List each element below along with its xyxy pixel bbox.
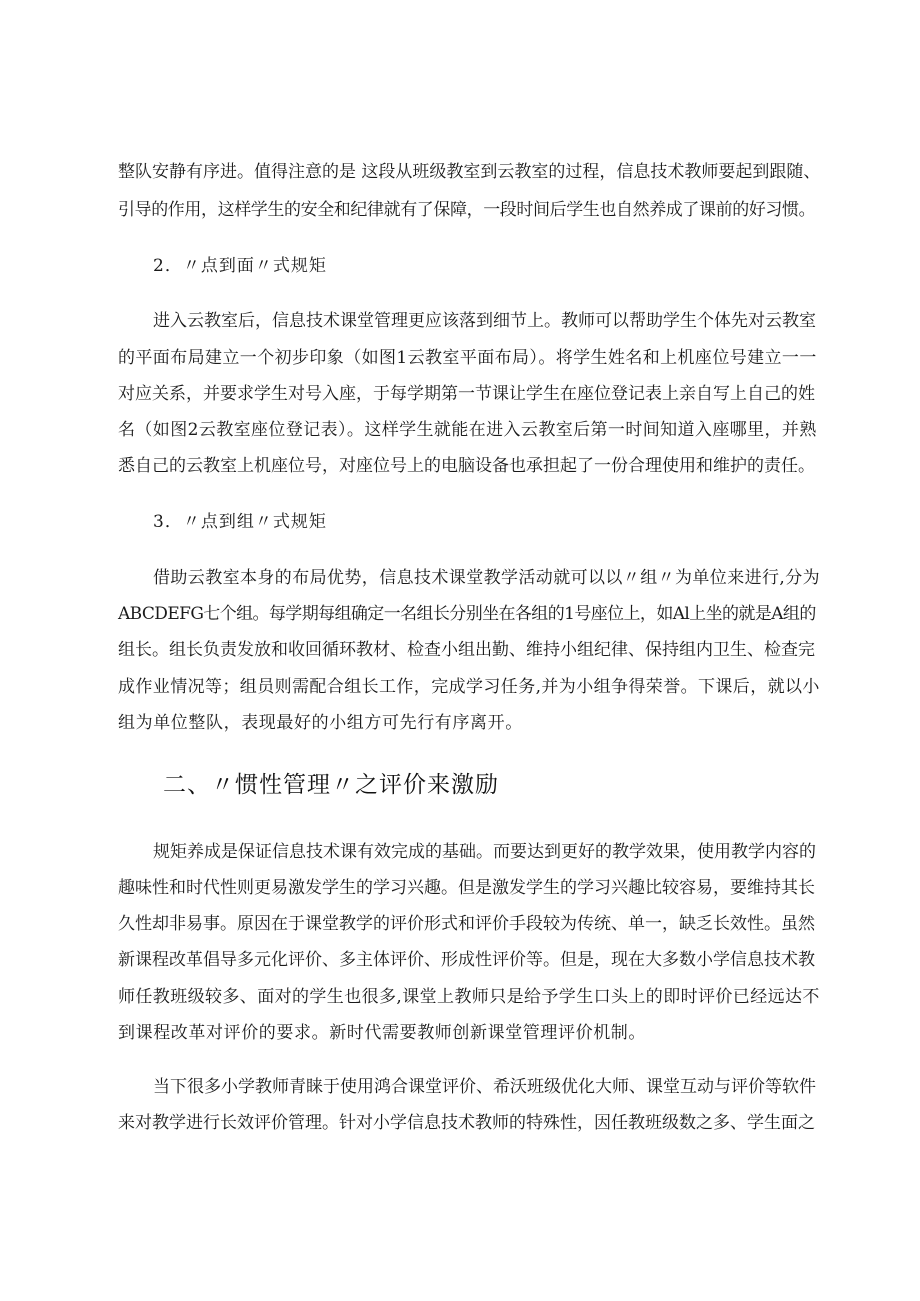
paragraph-line: ABCDEFG七个组。每学期每组确定一名组长分别坐在各组的1号座位上，如Al上坐的就是A组的	[118, 604, 816, 624]
paragraph-line: 来对教学进行长效评价管理。针对小学信息技术教师的特殊性，因任教班级数之多、学生面之	[118, 1113, 815, 1133]
paragraph-line: 组为单位整队，表现最好的小组方可先行有序离开。	[118, 713, 523, 733]
paragraph-line: 组长。组长负责发放和收回循环教材、检查小组出勤、维持小组纪律、保持组内卫生、检查完	[118, 640, 815, 660]
paragraph-line: 久性却非易事。原因在于课堂教学的评价形式和评价手段较为传统、单一，缺乏长效性。虽然	[118, 914, 815, 934]
paragraph-line: 名（如图2云教室座位登记表）。这样学生就能在进入云教室后第一时间知道入座哪里，并熟	[118, 420, 817, 440]
paragraph-line: 借助云教室本身的布局优势，信息技术课堂教学活动就可以以〃组〃为单位来进行,分为	[153, 568, 821, 588]
paragraph-line: 师任教班级较多、面对的学生也很多,课堂上教师只是给予学生口头上的即时评价已经远达不	[118, 987, 820, 1007]
paragraph-line: 成作业情况等；组员则需配合组长工作，完成学习任务,并为小组争得荣誉。下课后，就以小	[118, 677, 820, 697]
section-title: 二、〃惯性管理〃之评价来激励	[163, 772, 499, 798]
paragraph-line: 规矩养成是保证信息技术课有效完成的基础。而要达到更好的教学效果，使用教学内容的	[153, 842, 816, 862]
paragraph-line: 的平面布局建立一个初步印象（如图1云教室平面布局）。将学生姓名和上机座位号建立一一	[118, 348, 817, 368]
paragraph-line: 引导的作用，这样学生的安全和纪律就有了保障，一段时间后学生也自然养成了课前的好习惯。	[118, 200, 816, 220]
paragraph-line: 到课程改革对评价的要求。新时代需要教师创新课堂管理评价机制。	[118, 1023, 646, 1043]
paragraph-line: 趣味性和时代性则更易激发学生的学习兴趣。但是激发学生的学习兴趣比较容易，要维持其长	[118, 878, 815, 898]
paragraph-line: 进入云教室后，信息技术课堂管理更应该落到细节上。教师可以帮助学生个体先对云教室	[153, 311, 816, 331]
subheading-3: 3．〃点到组〃式规矩	[153, 512, 327, 532]
paragraph-line: 当下很多小学教师青睐于使用鸿合课堂评价、希沃班级优化大师、课堂互动与评价等软件	[153, 1077, 816, 1097]
paragraph-line: 新课程改革倡导多元化评价、多主体评价、形成性评价等。但是，现在大多数小学信息技术教	[118, 950, 815, 970]
paragraph-line: 对应关系，并要求学生对号入座，于每学期第一节课让学生在座位登记表上亲自写上自己的姓	[118, 384, 815, 404]
paragraph-line: 悉自己的云教室上机座位号，对座位号上的电脑设备也承担起了一份合理使用和维护的责任。	[118, 456, 815, 476]
paragraph-line: 整队安静有序进。值得注意的是 这段从班级教室到云教室的过程，信息技术教师要起到跟随、	[118, 162, 821, 182]
subheading-2: 2．〃点到面〃式规矩	[153, 256, 327, 276]
